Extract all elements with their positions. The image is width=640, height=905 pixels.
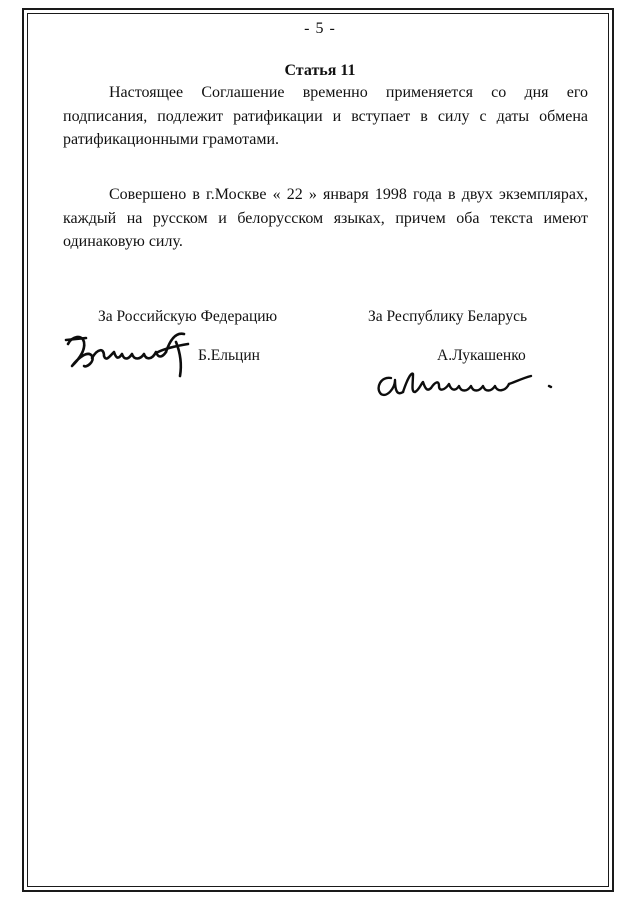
article-heading: Статья 11 (284, 62, 356, 79)
article-paragraph: Настоящее Соглашение временно применяется со дня его подписания, подлежит ратификации и вступает в силу с даты обмена ратификационными грамотами. (63, 84, 588, 148)
handwritten-signature-lukashenko (373, 364, 563, 404)
signature-label-belarus: За Республику Беларусь (368, 308, 528, 325)
page-number: - 5 - (304, 20, 336, 37)
signature-label-russia: За Российскую Федерацию (98, 308, 278, 325)
handwritten-signature-yeltsin (62, 322, 202, 382)
signer-name-lukashenko: А.Лукашенко (437, 347, 526, 364)
closing-paragraph: Совершено в г.Москве « 22 » января 1998 года в двух экземплярах, каждый на русском и белорусском языках, причем оба текста имеют одинаковую силу. (63, 186, 588, 250)
signer-name-yeltsin: Б.Ельцин (198, 347, 260, 364)
